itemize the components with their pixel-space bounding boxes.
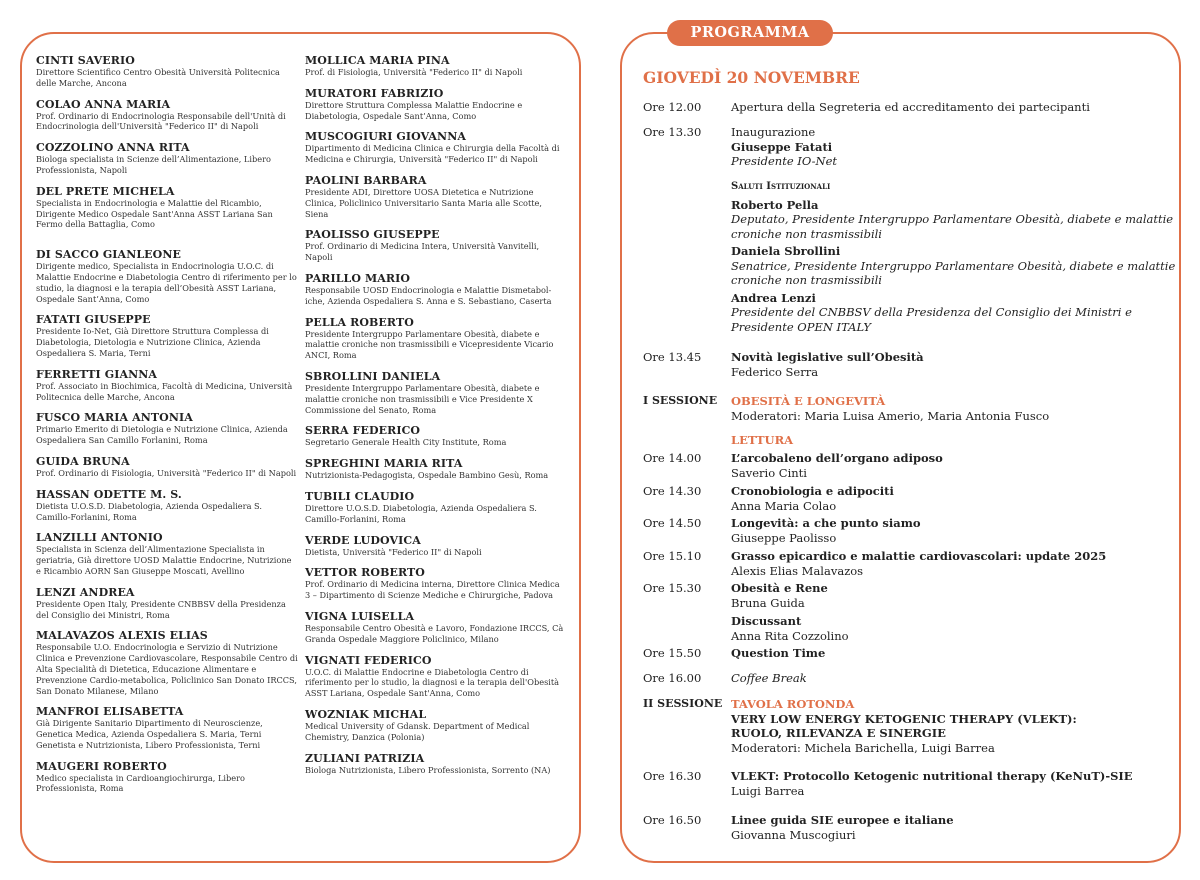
faculty-member [36,54,298,89]
talk-title: L’arcobaleno dell’organo adiposo [731,451,943,465]
faculty-member [36,586,298,621]
faculty-name: LENZI ANDREA [36,585,135,599]
faculty-member [36,488,298,523]
time: Ore 14.00 [643,451,702,465]
faculty-member [305,566,567,601]
faculty-member [305,130,567,165]
faculty-name: MALAVAZOS ALEXIS ELIAS [36,629,208,643]
talk-title: Grasso epicardico e malattie cardiovascolari: update 2025 [731,549,1107,563]
faculty-affiliation: Direttore Struttura Complessa Malattie Endocrine e Diabetologia, Ospedale Sant’Anna, Como [305,99,523,121]
faculty-name: WOZNIAK MICHAL [305,707,427,721]
faculty-name: VIGNA LUISELLA [305,609,415,623]
speaker-role: Deputato, Presidente Intergruppo Parlamentare Obesità, diabete e malattie croniche non trasmissibili [731,212,1174,241]
faculty-name: COZZOLINO ANNA RITA [36,141,190,155]
time: Ore 16.30 [643,769,702,783]
faculty-member [305,708,567,743]
faculty-member [36,455,298,479]
faculty-affiliation: Dirigente medico, Specialista in Endocrinologia U.O.C. di Malattie Endocrine e Diabetologia Centro di riferimento per lo studio, la diagnosi e la terapia dell’Obesità ASST Lariana, Ospedale Sant’Anna, Como [36,261,297,304]
faculty-member [36,141,298,176]
faculty-member [305,752,567,776]
time: Ore 14.30 [643,484,702,498]
faculty-member [305,424,567,448]
speaker: Roberto Pella [731,197,819,212]
faculty-name: FUSCO MARIA ANTONIA [36,411,193,425]
faculty-name: VIGNATI FEDERICO [305,653,432,667]
time: Ore 15.30 [643,581,702,595]
faculty-member [305,87,567,122]
faculty-affiliation: Prof. di Fisiologia, Università "Federico II" di Napoli [305,67,523,77]
faculty-affiliation: Dietista, Università "Federico II" di Napoli [305,546,482,557]
faculty-affiliation: Dipartimento di Medicina Clinica e Chirurgia della Facoltà di Medicina e Chirurgia, Università "Federico II" di Napoli [305,143,560,165]
faculty-name: DI SACCO GIANLEONE [36,248,181,262]
faculty-name: SBROLLINI DANIELA [305,369,441,383]
time: Ore 15.10 [643,549,702,563]
session-label: I SESSIONE [643,394,718,407]
talk-title: Novità legislative sull’Obesità [731,350,924,364]
speaker: Giovanna Muscogiuri [731,827,856,842]
talk-title: Question Time [731,646,826,660]
speaker: Anna Maria Colao [731,498,837,513]
faculty-affiliation: Prof. Ordinario di Medicina interna, Direttore Clinica Medica 3 – Dipartimento di Scienze Mediche e Chirurgiche, Padova [305,579,560,601]
faculty-member [305,610,567,645]
talk-title: Cronobiologia e adipociti [731,484,894,498]
faculty-affiliation: Biologa Nutrizionista, Libero Professionista, Sorrento (NA) [305,764,551,775]
faculty-member [36,629,298,696]
faculty-affiliation: Prof. Ordinario di Medicina Intera, Università Vanvitelli, Napoli [305,241,540,263]
faculty-name: FERRETTI GIANNA [36,367,158,381]
faculty-member [305,316,567,361]
faculty-affiliation: Presidente Intergruppo Parlamentare Obesità, diabete e malattie croniche non trasmissibili e Vice Presidente X Commissione del Senato, Roma [305,382,540,415]
faculty-name: MOLLICA MARIA PINA [305,54,450,67]
discussant-label: Discussant [731,614,802,628]
faculty-affiliation: Specialista in Endocrinologia e Malattie del Ricambio, Dirigente Medico Ospedale Sant'Anna ASST Lariana San Fermo della Battaglia, Como [36,197,273,230]
speaker: Andrea Lenzi [731,290,816,305]
faculty-member [36,98,298,133]
faculty-affiliation: Direttore Scientifico Centro Obesità Università Politecnica delle Marche, Ancona [36,67,280,88]
faculty-member [36,368,298,403]
faculty-affiliation: Dietista U.O.S.D. Diabetologia, Azienda Ospedaliera S. Camillo-Forlanini, Roma [36,500,262,522]
session-subtitle: VERY LOW ENERGY KETOGENIC THERAPY (VLEKT): [731,711,1077,726]
faculty-name: MAUGERI ROBERTO [36,759,167,773]
speaker: Giuseppe Paolisso [731,530,837,545]
faculty-affiliation: Medico specialista in Cardioangiochirurga, Libero Professionista, Roma [36,772,245,794]
faculty-member [305,490,567,525]
programme-badge: PROGRAMMA [667,20,833,46]
faculty-name: TUBILI CLAUDIO [305,489,415,503]
speaker: Bruna Guida [731,595,805,610]
faculty-affiliation: Prof. Associato in Biochimica, Facoltà di Medicina, Università Politecnica delle Marche, Ancona [36,380,293,402]
session-title: OBESITÀ E LONGEVITÀ [731,394,886,408]
faculty-name: MURATORI FABRIZIO [305,86,444,100]
row-text: Inaugurazione [731,125,816,139]
faculty-name: DEL PRETE MICHELA [36,184,175,198]
discussant: Anna Rita Cozzolino [731,628,849,643]
day-title: GIOVEDÌ 20 NOVEMBRE [643,68,860,87]
faculty-affiliation: Responsabile Centro Obesità e Lavoro, Fondazione IRCCS, Cà Granda Ospedale Maggiore Policlinico, Milano [305,622,564,644]
speaker-role: Presidente del CNBBSV della Presidenza del Consiglio dei Ministri e Presidente OPEN ITALY [731,305,1132,334]
faculty-name: PAOLINI BARBARA [305,173,427,187]
faculty-name: PARILLO MARIO [305,271,411,285]
faculty-name: LANZILLI ANTONIO [36,531,163,545]
speaker: Federico Serra [731,364,819,379]
time: Ore 15.50 [643,646,702,660]
faculty-name: SERRA FEDERICO [305,424,421,438]
faculty-name: PAOLISSO GIUSEPPE [305,228,440,242]
faculty-affiliation: Medical University of Gdansk. Department of Medical Chemistry, Danzica (Polonia) [305,720,530,742]
faculty-name: COLAO ANNA MARIA [36,97,171,111]
faculty-affiliation: Specialista in Scienza dell’Alimentazione Specialista in geriatria, Già direttore UOSD Malattie Endocrine, Nutrizione e Ricambio AORN San Giuseppe Moscati, Avellino [36,544,292,576]
faculty-affiliation: Responsabile U.O. Endocrinologia e Servizio di Nutrizione Clinica e Prevenzione Cardiovascolare, Responsabile Centro di Alta Specialità di Dietetica, Educazione Alimentare e Prevenzione Cardio-metabolica, Policlinico San Donato IRCCS, San Donato Milanese, Milano [36,642,298,696]
faculty-affiliation: Direttore U.O.S.D. Diabetologia, Azienda Ospedaliera S. Camillo-Forlanini, Roma [305,502,537,524]
session-label: II SESSIONE [643,697,723,710]
faculty-member [36,705,298,750]
faculty-member [36,531,298,576]
time: Ore 12.00 [643,100,702,114]
faculty-member [305,534,567,558]
faculty-affiliation: U.O.C. di Malattie Endocrine e Diabetologia Centro di riferimento per lo studio, la diagnosi e la terapia dell'Obesità ASST Lariana, Ospedale Sant'Anna, Como [305,666,560,699]
row-text: Apertura della Segreteria ed accreditamento dei partecipanti [731,100,1090,114]
saluti-title: Saluti Istituzionali [731,181,831,192]
faculty-affiliation: Presidente Open Italy, Presidente CNBBSV della Presidenza del Consiglio dei Ministri, Roma [36,598,286,620]
faculty-name: ZULIANI PATRIZIA [305,751,425,765]
faculty-affiliation: Responsabile UOSD Endocrinologia e Malattie Dismetabol-iche, Azienda Ospedaliera S. Anna e S. Sebastiano, Caserta [305,284,552,306]
faculty-member [305,654,567,699]
faculty-name: VERDE LUDOVICA [305,533,421,547]
faculty-member [36,411,298,446]
faculty-affiliation: Primario Emerito di Dietologia e Nutrizione Clinica, Azienda Ospedaliera San Camillo Forlanini, Roma [36,424,288,446]
faculty-name: CINTI SAVERIO [36,54,135,67]
faculty-member [305,370,567,415]
speaker: Alexis Elias Malavazos [731,563,864,578]
faculty-affiliation: Segretario Generale Health City Institute, Roma [305,437,507,448]
talk-title: Linee guida SIE europee e italiane [731,813,954,827]
faculty-member [36,760,298,795]
faculty-name: MUSCOGIURI GIOVANNA [305,130,466,144]
faculty-affiliation: Biologa specialista in Scienze dell’Alimentazione, Libero Professionista, Napoli [36,154,271,175]
faculty-name: MANFROI ELISABETTA [36,705,184,719]
faculty-name: SPREGHINI MARIA RITA [305,457,463,471]
faculty-column-2 [305,54,567,784]
time: Ore 14.50 [643,516,702,530]
talk-title: Coffee Break [731,671,807,685]
faculty-member [36,313,298,358]
speaker-role: Senatrice, Presidente Intergruppo Parlamentare Obesità, diabete e malattie croniche non trasmissibili [731,258,1176,287]
moderators: Moderatori: Maria Luisa Amerio, Maria Antonia Fusco [731,408,1050,423]
faculty-name: VETTOR ROBERTO [305,566,425,580]
faculty-name: GUIDA BRUNA [36,454,130,468]
speaker: Daniela Sbrollini [731,244,841,258]
faculty-affiliation: Presidente ADI, Direttore UOSA Dietetica e Nutrizione Clinica, Policlinico Universitario Santa Maria alle Scotte, Siena [305,186,543,219]
faculty-member [305,54,567,78]
speaker: Giuseppe Fatati [731,139,833,154]
talk-title: VLEKT: Protocollo Ketogenic nutritional therapy (KeNuT)-SIE [731,769,1133,783]
time: Ore 13.30 [643,125,702,139]
faculty-name: FATATI GIUSEPPE [36,313,151,327]
time: Ore 13.45 [643,350,702,364]
moderators: Moderatori: Michela Barichella, Luigi Barrea [731,740,995,755]
faculty-member [36,185,298,230]
session-subtitle: RUOLO, RILEVANZA E SINERGIE [731,726,946,740]
faculty-affiliation: Presidente Intergruppo Parlamentare Obesità, diabete e malattie croniche non trasmissibili e Vicepresidente Vicario ANCI, Roma [305,328,554,361]
speaker-role: Presidente IO-Net [731,154,838,168]
talk-title: Longevità: a che punto siamo [731,516,921,530]
lettura-label: LETTURA [731,433,794,447]
faculty-member [305,272,567,307]
faculty-column-1 [36,54,298,803]
faculty-affiliation: Nutrizionista-Pedagogista, Ospedale Bambino Gesù, Roma [305,470,549,481]
time: Ore 16.50 [643,813,702,827]
faculty-member [36,248,298,304]
faculty-member [305,457,567,481]
faculty-affiliation: Prof. Ordinario di Endocrinologia Responsabile dell'Unità di Endocrinologia dell'Università "Federico II" di Napoli [36,110,286,132]
faculty-member [305,228,567,263]
time: Ore 16.00 [643,671,702,685]
faculty-member [305,174,567,219]
session-title: TAVOLA ROTONDA [731,697,855,711]
talk-title: Obesità e Rene [731,581,828,595]
faculty-name: HASSAN ODETTE M. S. [36,487,182,501]
speaker: Saverio Cinti [731,465,807,480]
faculty-name: PELLA ROBERTO [305,315,414,329]
faculty-affiliation: Prof. Ordinario di Fisiologia, Università "Federico II" di Napoli [36,467,297,478]
speaker: Luigi Barrea [731,783,805,798]
faculty-affiliation: Presidente Io-Net, Già Direttore Struttura Complessa di Diabetologia, Dietologia e Nutrizione Clinica, Azienda Ospedaliera S. Maria, Terni [36,326,269,358]
faculty-affiliation: Già Dirigente Sanitario Dipartimento di Neuroscienze, Genetica Medica, Azienda Ospedaliera S. Maria, Terni Genetista e Nutrizionista, Libero Professionista, Terni [36,718,263,750]
